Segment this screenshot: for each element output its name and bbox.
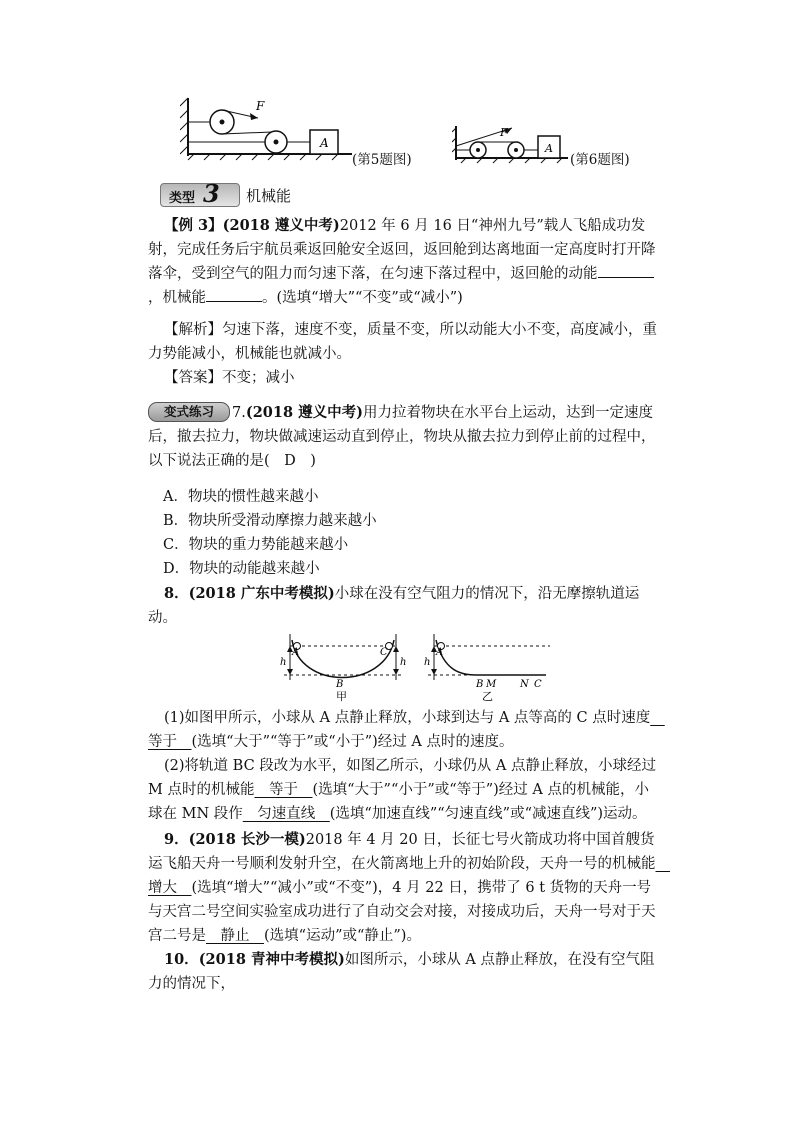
q8-p1-text-2: (选填“大于”“等于”或“小于”)经过 A 点时的速度。 — [191, 734, 514, 750]
fig6-force-label: F — [500, 126, 508, 139]
jia-height-left: h — [280, 657, 287, 668]
blank-1 — [598, 263, 654, 278]
q8-text: 小球在没有空气阻力的情况下，沿无摩擦轨道运动。 — [148, 586, 640, 626]
q8-p2-text-3: (选填“加速直线”“匀速直线”或“减速直线”)运动。 — [329, 806, 647, 822]
figure-jia — [278, 630, 408, 704]
yi-height: h — [424, 657, 431, 668]
q8-p2-answer-2: 匀速直线 — [242, 806, 330, 822]
q10-number: 10． — [164, 951, 199, 968]
q8-source: (2018 广东中考模拟) — [188, 585, 335, 602]
example-3 — [148, 214, 660, 310]
q7-source: (2018 遵义中考) — [245, 404, 363, 421]
q8-p2-answer-1: 等于 — [254, 782, 313, 798]
q10-source: (2018 青神中考模拟) — [198, 951, 345, 968]
example-answer — [148, 366, 660, 390]
blank-2 — [206, 287, 262, 302]
badge-label: 类型 — [169, 191, 196, 206]
example-text-3: 。(选填“增大”“不变”或“减小”) — [262, 290, 463, 306]
q7-text: 用力拉着物块在水平台上运动，达到一定速度后，撤去拉力，物块做减速运动直到停止，物块从撤去拉力到停止前的过程中，以下说法正确的是( D ) — [148, 405, 656, 469]
q9-text-2: (选填“增大”“减小”或“不变”)，4 月 22 日，携带了 6 t 货物的天舟一号与天宫二号空间实验室成功进行了自动交会对接，对接成功后，天舟一号对于天宫二号是 — [148, 880, 656, 944]
question-8 — [148, 582, 660, 630]
q8-p1-text: (1)如图甲所示，小球从 A 点静止释放，小球到达与 A 点等高的 C 点时速度 — [164, 710, 651, 726]
q8-p2-text-2: (选填“大于”“小于”或“等于”)经过 A 点的机械能，小球在 MN 段作 — [148, 782, 649, 822]
q7-number: 7. — [232, 405, 246, 421]
jia-point-c: C — [380, 647, 388, 658]
q7-option-d: D．物块的动能越来越小 — [163, 561, 320, 577]
example-head: 【例 3】 — [164, 217, 223, 234]
q8-p1-answer: 等于 — [148, 710, 665, 750]
yi-point-m: M — [486, 679, 497, 690]
badge-number: 3 — [203, 179, 220, 208]
figure-6 — [452, 124, 570, 164]
example-source: (2018 遵义中考) — [222, 217, 340, 234]
jia-point-b: B — [336, 679, 344, 690]
answer-head: 【答案】 — [164, 370, 222, 386]
example-text: 2012 年 6 月 16 日“神州九号”载人飞船成功发射，完成任务后宇航员乘返回舱安全返回，返回舱到达离地面一定高度时打开降落伞，受到空气的阻力而匀速下落，在匀速下落过程中，返回舱的动能 — [148, 218, 656, 282]
yi-point-n: N — [520, 679, 529, 690]
q7-option-b: B．物块所受滑动摩擦力越来越小 — [163, 513, 377, 529]
q9-answer-2: 静止 — [206, 928, 264, 944]
question-9 — [148, 828, 670, 948]
analysis-text: 匀速下落，速度不变，质量不变，所以动能大小不变，高度减小，重力势能减小，机械能也就减小。 — [148, 322, 657, 362]
q8-p2-text: (2)将轨道 BC 段改为水平，如图乙所示，小球仍从 A 点静止释放，小球经过 M 点时的机械能 — [148, 758, 656, 798]
fig5-caption: (第5题图) — [352, 152, 412, 168]
q8-part-2 — [148, 754, 660, 826]
variant-practice-badge: 变式练习 — [148, 402, 230, 422]
q9-number: 9． — [164, 831, 189, 848]
yi-point-b: B — [476, 679, 484, 690]
question-10 — [148, 948, 660, 996]
figure-5 — [180, 96, 355, 162]
jia-label: 甲 — [336, 690, 347, 703]
figure-yi — [424, 630, 554, 704]
fig6-block-label: A — [545, 142, 553, 155]
question-7 — [148, 401, 660, 473]
q8-number: 8． — [164, 585, 189, 602]
yi-point-c: C — [534, 679, 542, 690]
fig6-caption: (第6题图) — [570, 152, 630, 168]
q7-option-a: A．物块的惯性越来越小 — [163, 489, 319, 505]
section-type-badge — [160, 179, 240, 208]
yi-label: 乙 — [482, 690, 493, 703]
q9-source: (2018 长沙一模) — [188, 831, 306, 848]
yi-point-a: A — [436, 647, 444, 658]
analysis-head: 【解析】 — [164, 322, 222, 338]
example-text-2: ，机械能 — [148, 290, 206, 306]
jia-height-right: h — [400, 657, 407, 668]
q10-text: 如图所示，小球从 A 点静止释放，在没有空气阻力的情况下， — [148, 952, 655, 992]
jia-point-a: A — [292, 647, 300, 658]
q9-answer-1: 增大 — [148, 856, 670, 896]
example-analysis — [148, 318, 660, 366]
fig5-block-label: A — [320, 136, 329, 150]
q9-text-3: (选填“运动”或“静止”)。 — [264, 928, 421, 944]
q9-text: 2018 年 4 月 20 日，长征七号火箭成功将中国首艘货运飞船天舟一号顺利发射升空，在火箭离地上升的初始阶段，天舟一号的机械能 — [148, 832, 656, 872]
answer-text: 不变；减小 — [222, 370, 295, 386]
fig5-force-label: F — [256, 99, 265, 113]
q8-part-1 — [148, 706, 665, 754]
q7-option-c: C．物块的重力势能越来越小 — [163, 537, 349, 553]
section-title: 机械能 — [246, 187, 292, 205]
